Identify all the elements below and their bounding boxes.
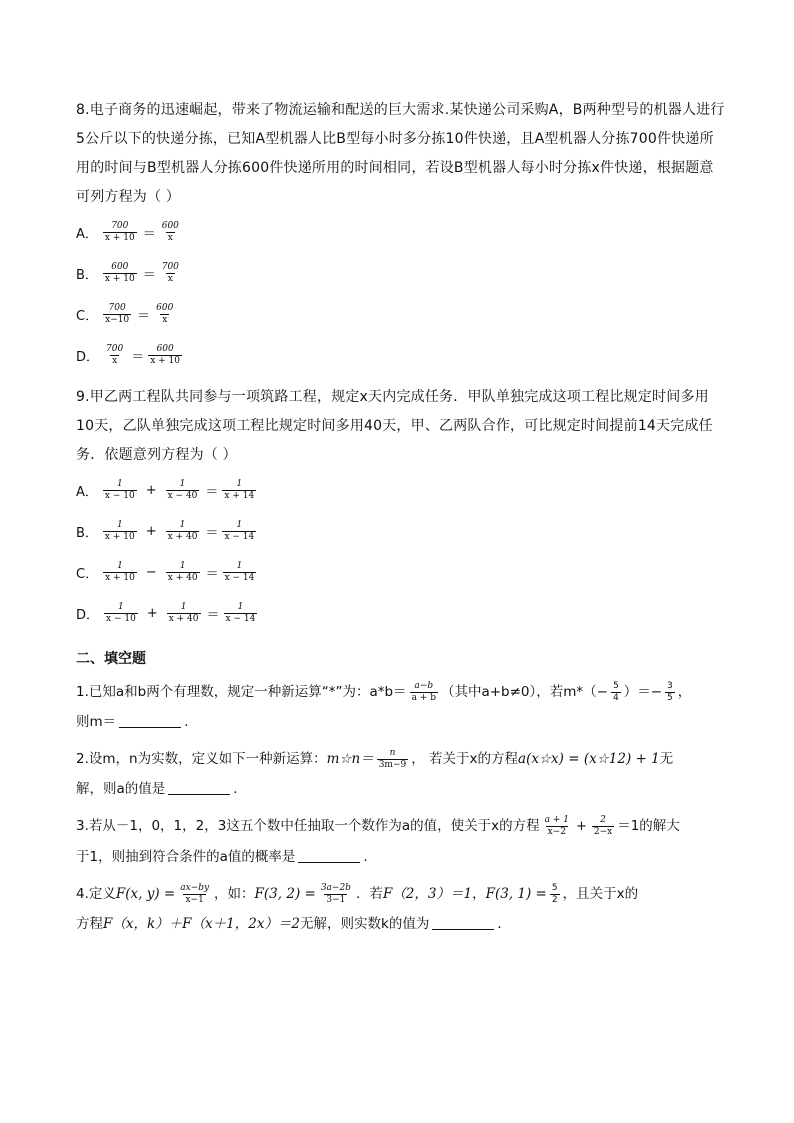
document-page bbox=[76, 96, 726, 946]
option-right-den: x bbox=[162, 315, 168, 325]
option-right-fraction bbox=[160, 221, 181, 244]
fill-2-def-fraction bbox=[377, 748, 409, 771]
option-right-num: 600 bbox=[161, 221, 179, 231]
question-8-options bbox=[76, 212, 726, 376]
option-term-b-den: x + 40 bbox=[168, 614, 199, 624]
option-right-num: 700 bbox=[161, 262, 179, 272]
option-term-b-den: x − 40 bbox=[167, 491, 198, 501]
fill-3-text-a: 3.若从－1，0，1，2，3这五个数中任抽取一个数作为a的值，使关于x的方程 bbox=[76, 818, 540, 834]
question-9-option[interactable] bbox=[76, 552, 726, 593]
option-label: D． bbox=[76, 350, 100, 365]
fill-question-2 bbox=[76, 744, 726, 804]
fill-4-answer-blank[interactable] bbox=[432, 915, 494, 930]
fill-1-line2: 则m＝ bbox=[76, 714, 117, 730]
option-term-b-fraction bbox=[166, 561, 200, 584]
fill-4-cond1: F（2，3）＝1 bbox=[382, 886, 473, 902]
option-term-a-num: 1 bbox=[116, 479, 123, 489]
fill-4-cond2-num: 5 bbox=[551, 882, 558, 893]
option-left-den: x + 10 bbox=[104, 274, 135, 284]
option-term-b-num: 1 bbox=[180, 602, 187, 612]
option-left-den: x + 10 bbox=[104, 233, 135, 243]
fill-2-def-left: m☆n＝ bbox=[326, 751, 374, 767]
option-left-fraction bbox=[103, 303, 131, 326]
question-9-option[interactable] bbox=[76, 511, 726, 552]
fill-3-answer-blank[interactable] bbox=[298, 848, 360, 863]
option-label: B． bbox=[76, 526, 98, 541]
option-term-b-fraction bbox=[167, 602, 201, 625]
fill-1-res-neg: − bbox=[650, 684, 663, 700]
operator-sign: + bbox=[145, 524, 157, 539]
question-9-options bbox=[76, 470, 726, 634]
fill-1-neg: − bbox=[596, 684, 608, 700]
fill-1-res-den: 5 bbox=[667, 692, 673, 703]
question-8 bbox=[76, 96, 726, 376]
operator-sign: + bbox=[146, 606, 158, 621]
fill-4-text-d: ，且关于x的 bbox=[562, 886, 639, 902]
option-label: C． bbox=[76, 309, 99, 324]
fill-4-def-left: F(x, y) = bbox=[115, 886, 176, 902]
question-8-text: 8.电子商务的迅速崛起，带来了物流运输和配送的巨大需求.某快递公司采购A，B两种型号的机器人进行5公斤以下的快递分拣，已知A型机器人比B型每小时多分拣10件快递，且A型机器人分拣700件快递所用的时间与B型机器人分拣600件快递所用的时间相同，若设B型机器人每小时分拣x件快递，根据题意可列方程为（ ） bbox=[76, 102, 725, 205]
fill-2-line2: 解，则a的值是 bbox=[76, 781, 166, 797]
fill-2-def-num: n bbox=[389, 747, 396, 758]
option-left-num: 600 bbox=[111, 262, 129, 272]
fill-1-arg-num: 5 bbox=[612, 680, 619, 691]
option-left-den: x−10 bbox=[105, 315, 130, 325]
fill-3-t2-den: 2−x bbox=[593, 826, 613, 837]
fill-4-def-den: x−1 bbox=[185, 894, 204, 905]
option-term-a-fraction bbox=[103, 520, 137, 543]
option-term-a-fraction bbox=[103, 561, 137, 584]
option-term-c-den: x + 14 bbox=[224, 491, 255, 501]
fill-4-line2-b: 无解，则实数k的值为 bbox=[300, 916, 430, 932]
option-right-den: x + 10 bbox=[150, 356, 181, 366]
option-term-a-den: x + 10 bbox=[105, 573, 135, 583]
option-term-a-fraction bbox=[104, 602, 138, 625]
option-term-c-fraction bbox=[222, 479, 256, 502]
question-9-text: 9.甲乙两工程队共同参与一项筑路工程，规定x天内完成任务．甲队单独完成这项工程比规定时间多用10天，乙队单独完成这项工程比规定时间多用40天，甲、乙两队合作，可比规定时间提前14天完成任务．依题意列方程为（ ） bbox=[76, 389, 713, 463]
fill-4-ex-num: 3a−2b bbox=[320, 882, 351, 893]
fill-3-t1-num: a + 1 bbox=[544, 814, 569, 825]
fill-3-line2: 于1，则抽到符合条件的a值的概率是 bbox=[76, 849, 296, 865]
fill-4-sep: ， bbox=[472, 886, 486, 902]
option-term-a-num: 1 bbox=[117, 561, 123, 571]
option-label: A． bbox=[76, 485, 98, 500]
option-left-fraction bbox=[103, 221, 137, 244]
fill-1-answer-blank[interactable] bbox=[119, 713, 181, 728]
option-left-den: x bbox=[112, 356, 118, 366]
fill-1-result-fraction bbox=[665, 681, 675, 704]
fill-4-cond2-fraction bbox=[550, 883, 560, 906]
option-term-b-den: x + 40 bbox=[167, 532, 198, 542]
option-left-fraction bbox=[104, 344, 125, 367]
option-label: A． bbox=[76, 227, 98, 242]
option-term-c-den: x − 14 bbox=[224, 573, 255, 583]
equals-sign: ＝ bbox=[131, 350, 145, 365]
fill-4-cond2-den: 2 bbox=[551, 894, 558, 905]
fill-4-ex-den: 3−1 bbox=[326, 894, 346, 905]
fill-question-1 bbox=[76, 677, 726, 737]
fill-4-ex-left: F(3, 2) = bbox=[254, 886, 316, 902]
option-left-num: 700 bbox=[108, 303, 126, 313]
fill-3-end: . bbox=[363, 849, 368, 865]
fill-4-def-num: ax−by bbox=[180, 882, 210, 893]
fill-1-arg-fraction bbox=[611, 681, 621, 704]
equals-sign: ＝ bbox=[142, 268, 156, 283]
fill-3-term1 bbox=[543, 815, 571, 838]
equals-sign: ＝ bbox=[206, 608, 220, 623]
question-9-option[interactable] bbox=[76, 470, 726, 511]
equals-sign: ＝ bbox=[205, 567, 219, 582]
fill-2-def-den: 3m−9 bbox=[378, 759, 407, 770]
fill-4-line2-a: 方程 bbox=[76, 916, 103, 932]
question-8-option[interactable] bbox=[76, 253, 726, 294]
fill-2-text-c: 无 bbox=[659, 751, 674, 767]
fill-4-end: ． bbox=[497, 916, 511, 932]
option-term-b-den: x + 40 bbox=[167, 573, 198, 583]
section-title: 二、填空题 bbox=[76, 651, 146, 667]
equals-sign: ＝ bbox=[137, 309, 151, 324]
operator-sign: − bbox=[145, 565, 157, 580]
operator-sign: + bbox=[145, 483, 157, 498]
option-term-b-fraction bbox=[166, 520, 200, 543]
option-term-a-num: 1 bbox=[116, 520, 123, 530]
fill-4-ex-fraction bbox=[319, 883, 353, 906]
fill-2-answer-blank[interactable] bbox=[168, 780, 230, 795]
option-right-fraction bbox=[154, 303, 175, 326]
fill-2-text-b: ， 若关于x的方程 bbox=[411, 751, 519, 767]
option-term-b-fraction bbox=[166, 479, 200, 502]
fill-4-line2-eq: F（x，k）＋F（x＋1，2x）＝2 bbox=[103, 916, 301, 932]
fill-2-end: ． bbox=[233, 781, 247, 797]
equals-sign: ＝ bbox=[142, 227, 156, 242]
option-term-c-num: 1 bbox=[236, 520, 243, 530]
option-term-a-fraction bbox=[103, 479, 137, 502]
option-right-fraction bbox=[160, 262, 181, 285]
option-right-num: 600 bbox=[156, 344, 174, 354]
fill-4-text-c: ．若 bbox=[355, 886, 383, 902]
option-label: C． bbox=[76, 567, 99, 582]
fill-1-arg-den: 4 bbox=[612, 692, 619, 703]
fill-1-text-d: ， bbox=[677, 684, 692, 700]
option-term-c-den: x − 14 bbox=[224, 532, 255, 542]
question-8-option[interactable] bbox=[76, 294, 726, 335]
fill-4-def-fraction bbox=[178, 883, 211, 906]
fill-1-text-c: ）＝ bbox=[623, 684, 651, 700]
question-8-option[interactable] bbox=[76, 212, 726, 253]
option-right-den: x bbox=[167, 233, 173, 243]
fill-4-cond2-left: F(3, 1) = bbox=[485, 886, 547, 902]
option-term-c-num: 1 bbox=[236, 479, 243, 489]
option-term-c-num: 1 bbox=[236, 561, 243, 571]
option-right-num: 600 bbox=[156, 303, 174, 313]
option-right-den: x bbox=[167, 274, 173, 284]
fill-1-text-b: （其中a+b≠0），若m*（ bbox=[440, 684, 597, 700]
fill-1-op-den: a + b bbox=[411, 692, 436, 703]
fill-question-4 bbox=[76, 879, 726, 939]
fill-3-text-b: ＝1的解大 bbox=[617, 818, 680, 834]
fill-3-t2-num: 2 bbox=[600, 814, 606, 825]
option-left-num: 700 bbox=[111, 221, 129, 231]
fill-3-term2 bbox=[592, 815, 614, 838]
option-term-a-den: x − 10 bbox=[106, 614, 136, 624]
fill-3-t1-den: x−2 bbox=[547, 826, 566, 837]
fill-2-equation: a(x☆x) = (x☆12) + 1 bbox=[518, 751, 660, 767]
option-label: D． bbox=[76, 608, 100, 623]
option-term-a-num: 1 bbox=[118, 602, 124, 612]
option-left-num: 700 bbox=[106, 344, 124, 354]
option-left-fraction bbox=[103, 262, 137, 285]
fill-1-text-a: 1.已知a和b两个有理数，规定一种新运算“*”为：a*b＝ bbox=[76, 684, 407, 700]
equals-sign: ＝ bbox=[205, 526, 219, 541]
fill-4-text-b: ，如： bbox=[214, 886, 255, 902]
fill-1-res-num: 3 bbox=[667, 680, 673, 691]
option-label: B． bbox=[76, 268, 98, 283]
option-term-c-fraction bbox=[224, 602, 258, 625]
fill-1-op-num: a−b bbox=[414, 680, 434, 691]
option-term-a-den: x + 10 bbox=[104, 532, 135, 542]
question-9-option[interactable] bbox=[76, 593, 726, 634]
option-term-b-num: 1 bbox=[179, 561, 186, 571]
fill-1-end: . bbox=[184, 714, 189, 730]
fill-question-3 bbox=[76, 811, 726, 872]
option-right-fraction bbox=[148, 344, 182, 367]
option-term-c-num: 1 bbox=[237, 602, 244, 612]
fill-4-text-a: 4.定义 bbox=[76, 886, 116, 902]
option-term-c-den: x − 14 bbox=[225, 614, 256, 624]
fill-2-text-a: 2.设m，n为实数，定义如下一种新运算： bbox=[76, 751, 327, 767]
question-9 bbox=[76, 383, 726, 634]
option-term-b-num: 1 bbox=[179, 479, 186, 489]
question-8-option[interactable] bbox=[76, 335, 726, 376]
fill-1-op-fraction bbox=[410, 681, 438, 704]
option-term-a-den: x − 10 bbox=[104, 491, 135, 501]
option-term-c-fraction bbox=[222, 520, 256, 543]
equals-sign: ＝ bbox=[205, 485, 219, 500]
option-term-b-num: 1 bbox=[179, 520, 186, 530]
option-term-c-fraction bbox=[223, 561, 257, 584]
fill-3-plus: + bbox=[575, 819, 587, 834]
